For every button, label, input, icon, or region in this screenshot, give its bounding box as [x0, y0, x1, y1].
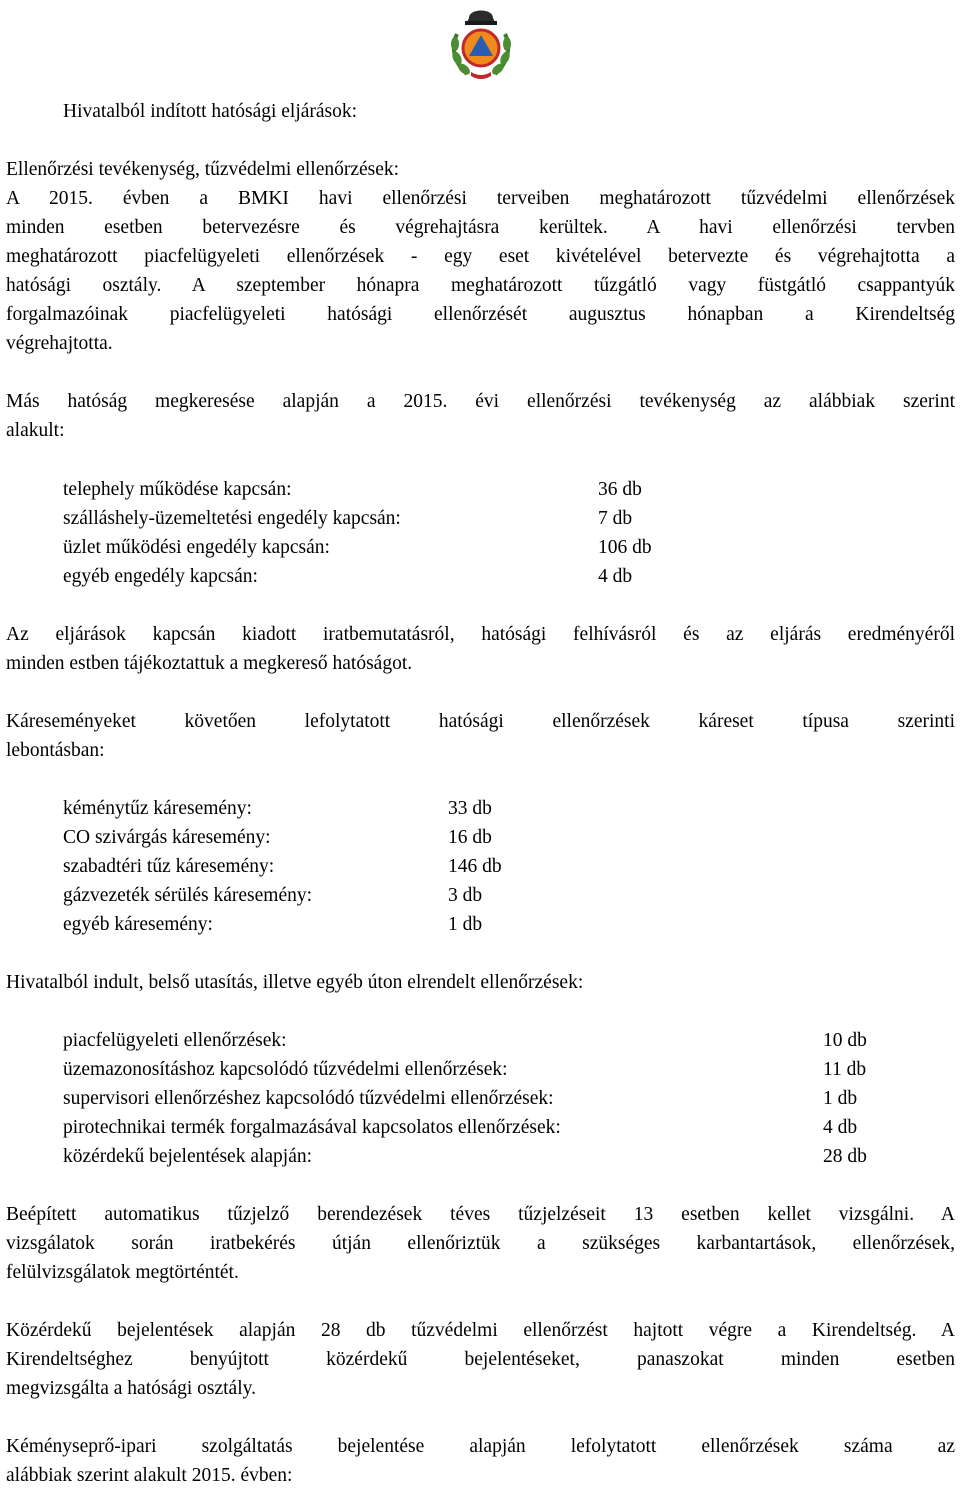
- list-item-value: 33 db: [448, 798, 492, 819]
- text-line: Káreseményeket követően lefolytatott hatósági ellenőrzések káreset típusa szerinti: [6, 711, 955, 732]
- list-item-label: CO szivárgás káresemény:: [63, 827, 271, 848]
- text-line: felülvizsgálatok megtörténtét.: [6, 1262, 239, 1283]
- text-line: Kéményseprő-ipari szolgáltatás bejelentése alapján lefolytatott ellenőrzések száma az: [6, 1436, 955, 1457]
- list-item: [63, 1026, 893, 1055]
- list-item: [63, 1055, 893, 1084]
- ordered-inspections-heading: Hivatalból indult, belső utasítás, illetve egyéb úton elrendelt ellenőrzések:: [6, 972, 584, 993]
- list-item-value: 10 db: [823, 1030, 867, 1051]
- incident-list: [63, 794, 563, 939]
- text-line: Közérdekű bejelentések alapján 28 db tűzvédelmi ellenőrzést hajtott végre a Kirendeltség. A: [6, 1320, 955, 1341]
- list-item-value: 106 db: [598, 537, 652, 558]
- other-authority-paragraph: [6, 387, 955, 445]
- text-line: Beépített automatikus tűzjelző berendezések téves tűzjelzéseit 13 esetben kellet vizsgálni. A: [6, 1204, 955, 1225]
- text-line: minden estben tájékoztattuk a megkereső hatóságot.: [6, 653, 413, 674]
- text-line: alakult:: [6, 420, 65, 441]
- other-authority-list: [63, 475, 683, 591]
- text-line: forgalmazóinak piacfelügyeleti hatósági ellenőrzését augusztus hónapban a Kirendeltség: [6, 304, 955, 325]
- fire-alarm-paragraph: [6, 1200, 955, 1287]
- list-item: [63, 533, 683, 562]
- list-item-label: gázvezeték sérülés káresemény:: [63, 885, 313, 906]
- list-item-label: kéménytűz káresemény:: [63, 798, 252, 819]
- list-item: [63, 794, 563, 823]
- list-item-label: egyéb engedély kapcsán:: [63, 566, 258, 587]
- list-item-label: supervisori ellenőrzéshez kapcsolódó tűzvédelmi ellenőrzések:: [63, 1088, 554, 1109]
- list-item: [63, 910, 563, 939]
- chimney-sweep-paragraph: [6, 1432, 955, 1490]
- list-item-label: üzemazonosításhoz kapcsolódó tűzvédelmi ellenőrzések:: [63, 1059, 508, 1080]
- section-heading-proceedings: Hivatalból indított hatósági eljárások:: [63, 101, 358, 122]
- list-item-value: 146 db: [448, 856, 502, 877]
- list-item-label: szálláshely-üzemeltetési engedély kapcsán:: [63, 508, 401, 529]
- ordered-inspections-list: [63, 1026, 893, 1171]
- list-item-label: piacfelügyeleti ellenőrzések:: [63, 1030, 287, 1051]
- text-line: lebontásban:: [6, 740, 105, 761]
- list-item-value: 4 db: [823, 1117, 858, 1138]
- list-item-value: 7 db: [598, 508, 633, 529]
- text-line: Más hatóság megkeresése alapján a 2015. évi ellenőrzési tevékenység az alábbiak szerint: [6, 391, 955, 412]
- list-item: [63, 562, 683, 591]
- list-item: [63, 504, 683, 533]
- result-notice-paragraph: [6, 620, 955, 678]
- incident-paragraph: [6, 707, 955, 765]
- text-line: A 2015. évben a BMKI havi ellenőrzési terveiben meghatározott tűzvédelmi ellenőrzések: [6, 188, 955, 209]
- list-item-label: üzlet működési engedély kapcsán:: [63, 537, 330, 558]
- text-line: Az eljárások kapcsán kiadott iratbemutatásról, hatósági felhívásról és az eljárás eredményéről: [6, 624, 955, 645]
- text-line: hatósági osztály. A szeptember hónapra meghatározott tűzgátló vagy füstgátló csappantyúk: [6, 275, 955, 296]
- list-item: [63, 823, 563, 852]
- text-line: vizsgálatok során iratbekérés útján ellenőriztük a szükséges karbantartások, ellenőrzések,: [6, 1233, 955, 1254]
- inspection-paragraph: [6, 155, 955, 358]
- list-item: [63, 881, 563, 910]
- list-item-value: 3 db: [448, 885, 483, 906]
- list-item-value: 16 db: [448, 827, 492, 848]
- list-item: [63, 852, 563, 881]
- list-item-value: 1 db: [823, 1088, 858, 1109]
- text-line: meghatározott piacfelügyeleti ellenőrzések - egy eset kivételével betervezte és végrehajtotta a: [6, 246, 955, 267]
- text-line: végrehajtotta.: [6, 333, 113, 354]
- list-item-label: közérdekű bejelentések alapján:: [63, 1146, 313, 1167]
- list-item-value: 1 db: [448, 914, 483, 935]
- list-item-value: 11 db: [823, 1059, 867, 1080]
- text-line: alábbiak szerint alakult 2015. évben:: [6, 1465, 293, 1486]
- list-item-label: szabadtéri tűz káresemény:: [63, 856, 275, 877]
- inspection-heading: Ellenőrzési tevékenység, tűzvédelmi ellenőrzések:: [6, 159, 400, 180]
- list-item: [63, 1084, 893, 1113]
- list-item: [63, 1113, 893, 1142]
- list-item-value: 28 db: [823, 1146, 867, 1167]
- list-item-value: 4 db: [598, 566, 633, 587]
- list-item-label: telephely működése kapcsán:: [63, 479, 292, 500]
- list-item: [63, 475, 683, 504]
- fire-rescue-emblem-icon: [447, 4, 515, 80]
- text-line: minden esetben betervezésre és végrehajtásra kerültek. A havi ellenőrzési tervben: [6, 217, 955, 238]
- list-item-value: 36 db: [598, 479, 642, 500]
- text-line: Kirendeltséghez benyújtott közérdekű bejelentéseket, panaszokat minden esetben: [6, 1349, 955, 1370]
- text-line: megvizsgálta a hatósági osztály.: [6, 1378, 256, 1399]
- public-reports-paragraph: [6, 1316, 955, 1403]
- list-item-label: pirotechnikai termék forgalmazásával kapcsolatos ellenőrzések:: [63, 1117, 561, 1138]
- list-item: [63, 1142, 893, 1171]
- list-item-label: egyéb káresemény:: [63, 914, 213, 935]
